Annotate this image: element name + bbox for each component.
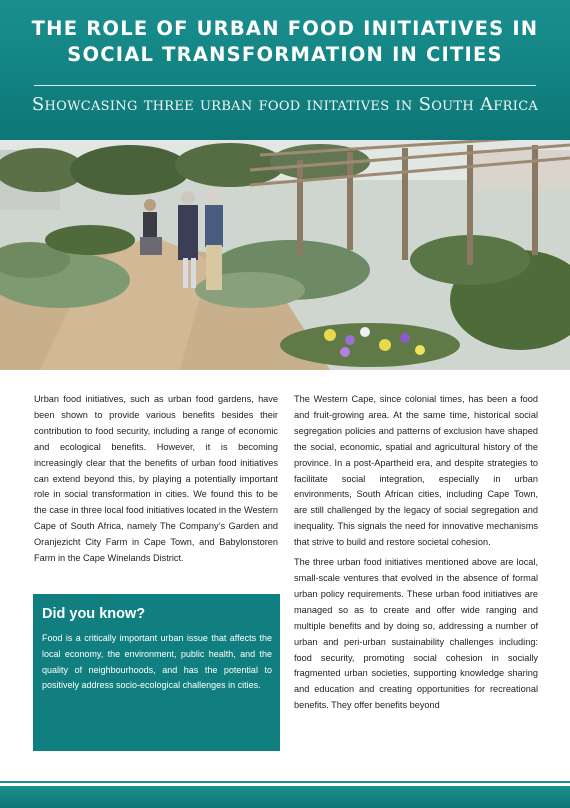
callout-text: Food is a critically important urban issue that affects the local economy, the environment, public health, and the quality of neighbourhoods, and has the potential to positively address socio-ecological challenges in cities. <box>42 633 272 691</box>
callout-heading: Did you know? <box>42 606 146 622</box>
page-title: THE ROLE OF URBAN FOOD INITIATIVES IN SOCIAL TRANSFORMATION IN CITIES <box>31 17 539 66</box>
western-cape-paragraph: The Western Cape, since colonial times, has been a food and fruit-growing area. At the same time, historical social segregation policies and patterns of exclusion have shaped the social, economic, spatial and agricultural history of the province. In a post-Apartheid era, and despite strategies to facilitate social integration, especially in urban environments, South African cities, including Cape Town, are still challenged by the legacy of social segregation and inequality. This signals the need for innovative mechanisms that strive to build and restore societal cohesion. <box>294 394 538 548</box>
header-divider <box>34 85 536 86</box>
garden-photo <box>0 140 570 370</box>
page-header <box>0 0 570 140</box>
left-column <box>34 392 278 571</box>
right-column <box>294 392 538 718</box>
page-footer-band <box>0 786 570 808</box>
page-subtitle: Showcasing three urban food initatives in South Africa <box>31 94 539 115</box>
footer-divider <box>0 781 570 783</box>
initiatives-paragraph: The three urban food initiatives mentioned above are local, small-scale ventures that evolved in the absence of formal urban policy requirements. These urban food initiatives are managed so as to create and offer wide ranging and multiple benefits and by doing so, addressing a number of urban and peri-urban sustainability challenges including: food security, promoting social cohesion in socially fragmented urban societies, supporting knowledge sharing and education and creating opportunities for recreational benefits. They offer benefits beyond <box>294 557 538 711</box>
did-you-know-box <box>33 594 280 751</box>
intro-paragraph: Urban food initiatives, such as urban food gardens, have been shown to provide various benefits besides their contribution to food security, including a range of economic and ecological benefits. However, it is becoming increasingly clear that the benefits of urban food initiatives can extend beyond this, by playing a potentially important role in social transformation in cities. We found this to be the case in three local food initiatives located in the Western Cape of South Africa, namely The Company’s Garden and Oranjezicht City Farm in Cape Town, and Babylonstoren Farm in the Cape Winelands District. <box>34 394 278 564</box>
